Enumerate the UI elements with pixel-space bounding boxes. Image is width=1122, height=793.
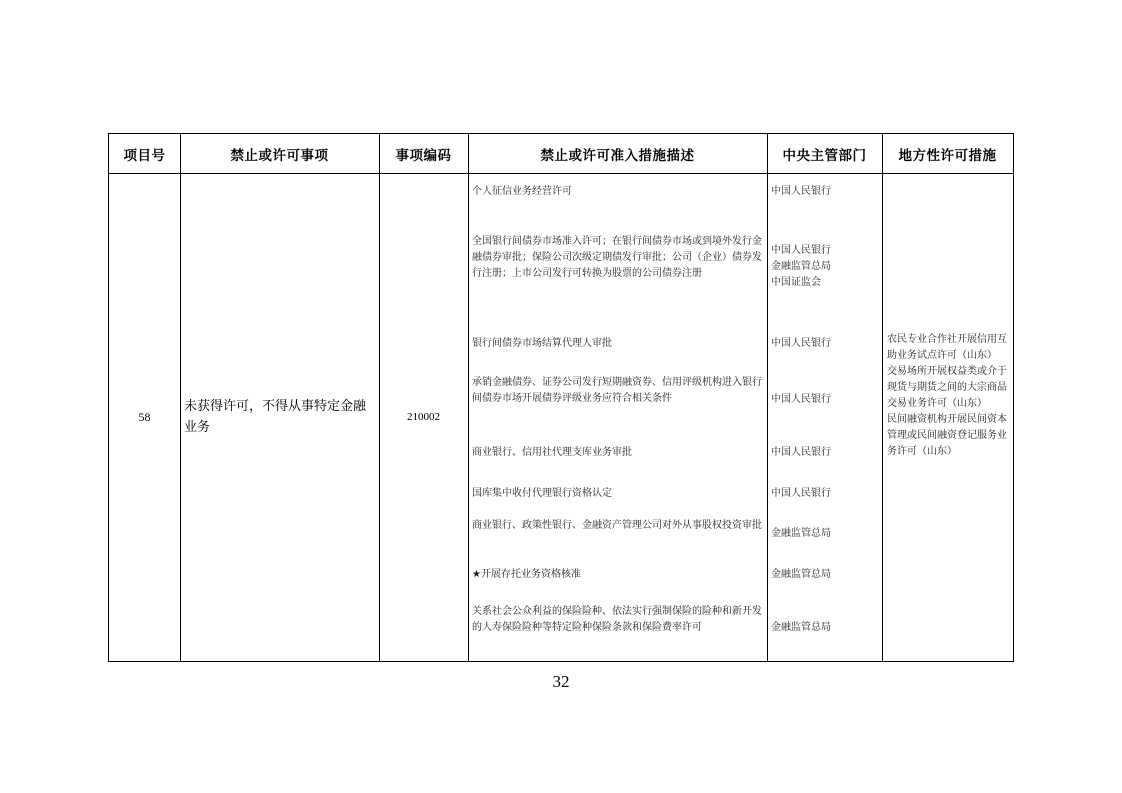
local-measure-item: 农民专业合作社开展信用互助业务试点许可（山东） — [887, 334, 1007, 361]
measure-department: 金融监管总局 — [771, 528, 831, 539]
measure-department: 中国人民银行 — [771, 488, 831, 499]
measure-description: 商业银行、政策性银行、金融资产管理公司对外从事股权投资审批 — [472, 520, 762, 531]
header-local-measures: 地方性许可措施 — [898, 147, 997, 164]
page-number: 32 — [552, 672, 570, 691]
measure-department: 中国人民银行 金融监管总局 中国证监会 — [771, 245, 831, 288]
measure-department: 中国人民银行 — [771, 394, 831, 405]
measure-description: 国库集中收付代理银行资格认定 — [472, 488, 612, 499]
measure-description: 银行间债券市场结算代理人审批 — [472, 338, 612, 349]
header-matter: 禁止或许可事项 — [230, 147, 329, 164]
column-divider — [468, 134, 469, 661]
column-divider — [767, 134, 768, 661]
measure-description: 关系社会公众利益的保险险种、依法实行强制保险的险种和新开发的人寿保险险种等特定险种保险条款和保险费率许可 — [472, 606, 762, 633]
local-measure-item: 民间融资机构开展民间资本管理或民间融资登记服务业务许可（山东） — [887, 414, 1007, 457]
permit-table — [108, 133, 1014, 662]
measure-description: 个人征信业务经营许可 — [472, 186, 572, 197]
measure-department: 金融监管总局 — [771, 569, 831, 580]
measure-department: 中国人民银行 — [771, 338, 831, 349]
header-description: 禁止或许可准入措施描述 — [540, 147, 695, 164]
column-divider — [882, 134, 883, 661]
local-measures — [887, 332, 1011, 460]
header-code: 事项编码 — [395, 147, 452, 164]
measure-description: ★开展存托业务资格核准 — [472, 569, 581, 580]
header-item-no: 项目号 — [123, 147, 166, 164]
matter-text: 未获得许可，不得从事特定金融业务 — [184, 399, 367, 435]
header-department: 中央主管部门 — [782, 147, 867, 164]
measure-description: 承销金融债券、证券公司发行短期融资券、信用评级机构进入银行间债券市场开展债券评级业务应符合相关条件 — [472, 377, 762, 404]
item-number: 58 — [138, 409, 151, 424]
measure-description: 全国银行间债券市场准入许可；在银行间债券市场或到境外发行金融债券审批；保险公司次级定期债发行审批；公司（企业）债券发行注册；上市公司发行可转换为股票的公司债券注册 — [472, 236, 762, 279]
measure-department: 中国人民银行 — [771, 186, 831, 197]
measure-department: 中国人民银行 — [771, 447, 831, 458]
item-code: 210002 — [407, 411, 440, 423]
local-measure-item: 交易场所开展权益类或介于现货与期货之间的大宗商品交易业务许可（山东） — [887, 366, 1007, 409]
measure-description: 商业银行、信用社代理支库业务审批 — [472, 447, 632, 458]
measure-department: 金融监管总局 — [771, 622, 831, 633]
